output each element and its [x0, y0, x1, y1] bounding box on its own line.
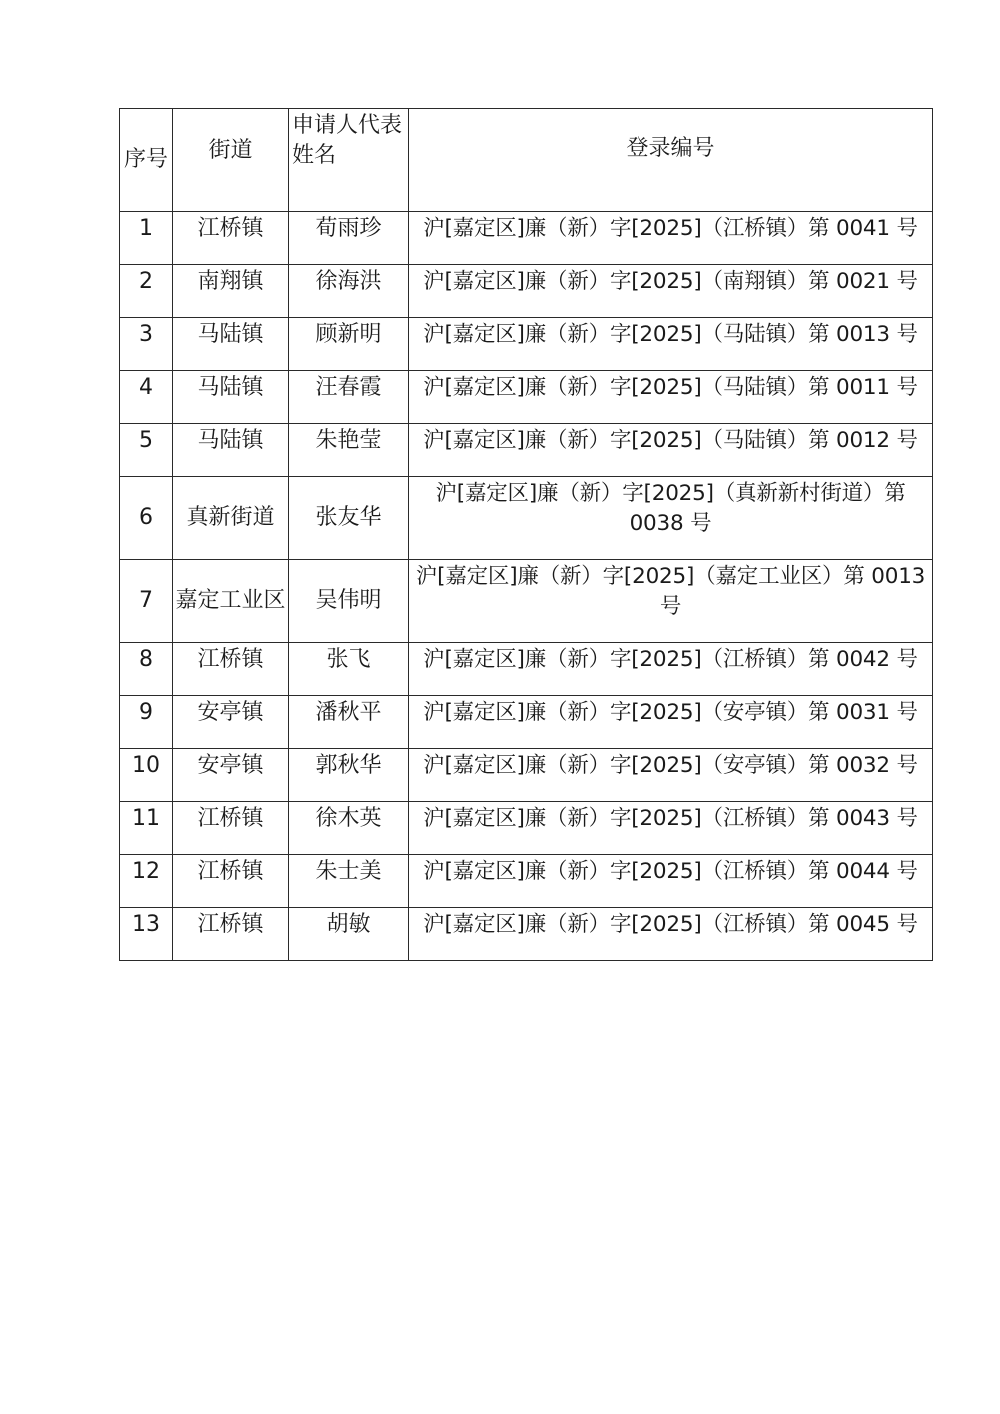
header-street: 街道 — [173, 109, 289, 212]
street-cell: 江桥镇 — [173, 802, 289, 855]
seq-cell: 3 — [120, 318, 173, 371]
name-cell: 朱士美 — [289, 855, 409, 908]
seq-cell: 2 — [120, 265, 173, 318]
name-cell: 徐木英 — [289, 802, 409, 855]
table-row — [120, 371, 933, 424]
code-cell: 沪[嘉定区]廉（新）字[2025]（江桥镇）第 0043 号 — [409, 802, 933, 855]
name-cell: 汪春霞 — [289, 371, 409, 424]
name-cell: 张飞 — [289, 643, 409, 696]
table-row — [120, 908, 933, 961]
table-row — [120, 855, 933, 908]
code-cell: 沪[嘉定区]廉（新）字[2025]（江桥镇）第 0044 号 — [409, 855, 933, 908]
seq-cell: 4 — [120, 371, 173, 424]
name-cell: 郭秋华 — [289, 749, 409, 802]
street-cell: 马陆镇 — [173, 318, 289, 371]
seq-cell: 13 — [120, 908, 173, 961]
table-row — [120, 265, 933, 318]
table-row — [120, 696, 933, 749]
name-cell: 吴伟明 — [289, 560, 409, 643]
table-row — [120, 477, 933, 560]
code-cell: 沪[嘉定区]廉（新）字[2025]（江桥镇）第 0041 号 — [409, 212, 933, 265]
name-cell: 顾新明 — [289, 318, 409, 371]
street-cell: 江桥镇 — [173, 908, 289, 961]
table-row — [120, 424, 933, 477]
seq-cell: 9 — [120, 696, 173, 749]
seq-cell: 1 — [120, 212, 173, 265]
code-cell: 沪[嘉定区]廉（新）字[2025]（江桥镇）第 0045 号 — [409, 908, 933, 961]
table-row — [120, 749, 933, 802]
code-cell: 沪[嘉定区]廉（新）字[2025]（南翔镇）第 0021 号 — [409, 265, 933, 318]
name-cell: 徐海洪 — [289, 265, 409, 318]
street-cell: 马陆镇 — [173, 371, 289, 424]
table-body — [120, 212, 933, 961]
header-row — [120, 109, 933, 212]
table-row — [120, 643, 933, 696]
street-cell: 南翔镇 — [173, 265, 289, 318]
street-cell: 嘉定工业区 — [173, 560, 289, 643]
name-cell: 荀雨珍 — [289, 212, 409, 265]
seq-cell: 12 — [120, 855, 173, 908]
street-cell: 江桥镇 — [173, 855, 289, 908]
seq-cell: 7 — [120, 560, 173, 643]
seq-cell: 10 — [120, 749, 173, 802]
seq-cell: 11 — [120, 802, 173, 855]
street-cell: 真新街道 — [173, 477, 289, 560]
code-cell: 沪[嘉定区]廉（新）字[2025]（安亭镇）第 0031 号 — [409, 696, 933, 749]
header-seq: 序号 — [120, 109, 173, 212]
code-cell: 沪[嘉定区]廉（新）字[2025]（马陆镇）第 0011 号 — [409, 371, 933, 424]
street-cell: 马陆镇 — [173, 424, 289, 477]
header-applicant-name: 申请人代表姓名 — [289, 109, 409, 212]
seq-cell: 8 — [120, 643, 173, 696]
street-cell: 安亭镇 — [173, 696, 289, 749]
header-registration-number: 登录编号 — [409, 109, 933, 212]
table-row — [120, 318, 933, 371]
registry-table — [119, 108, 933, 961]
seq-cell: 5 — [120, 424, 173, 477]
name-cell: 潘秋平 — [289, 696, 409, 749]
table-row — [120, 802, 933, 855]
table-row — [120, 212, 933, 265]
name-cell: 朱艳莹 — [289, 424, 409, 477]
code-cell: 沪[嘉定区]廉（新）字[2025]（真新新村街道）第 0038 号 — [409, 477, 933, 560]
street-cell: 安亭镇 — [173, 749, 289, 802]
code-cell: 沪[嘉定区]廉（新）字[2025]（马陆镇）第 0013 号 — [409, 318, 933, 371]
code-cell: 沪[嘉定区]廉（新）字[2025]（江桥镇）第 0042 号 — [409, 643, 933, 696]
code-cell: 沪[嘉定区]廉（新）字[2025]（安亭镇）第 0032 号 — [409, 749, 933, 802]
seq-cell: 6 — [120, 477, 173, 560]
name-cell: 胡敏 — [289, 908, 409, 961]
code-cell: 沪[嘉定区]廉（新）字[2025]（马陆镇）第 0012 号 — [409, 424, 933, 477]
code-cell: 沪[嘉定区]廉（新）字[2025]（嘉定工业区）第 0013 号 — [409, 560, 933, 643]
table-header — [120, 109, 933, 212]
street-cell: 江桥镇 — [173, 212, 289, 265]
street-cell: 江桥镇 — [173, 643, 289, 696]
name-cell: 张友华 — [289, 477, 409, 560]
table-row — [120, 560, 933, 643]
